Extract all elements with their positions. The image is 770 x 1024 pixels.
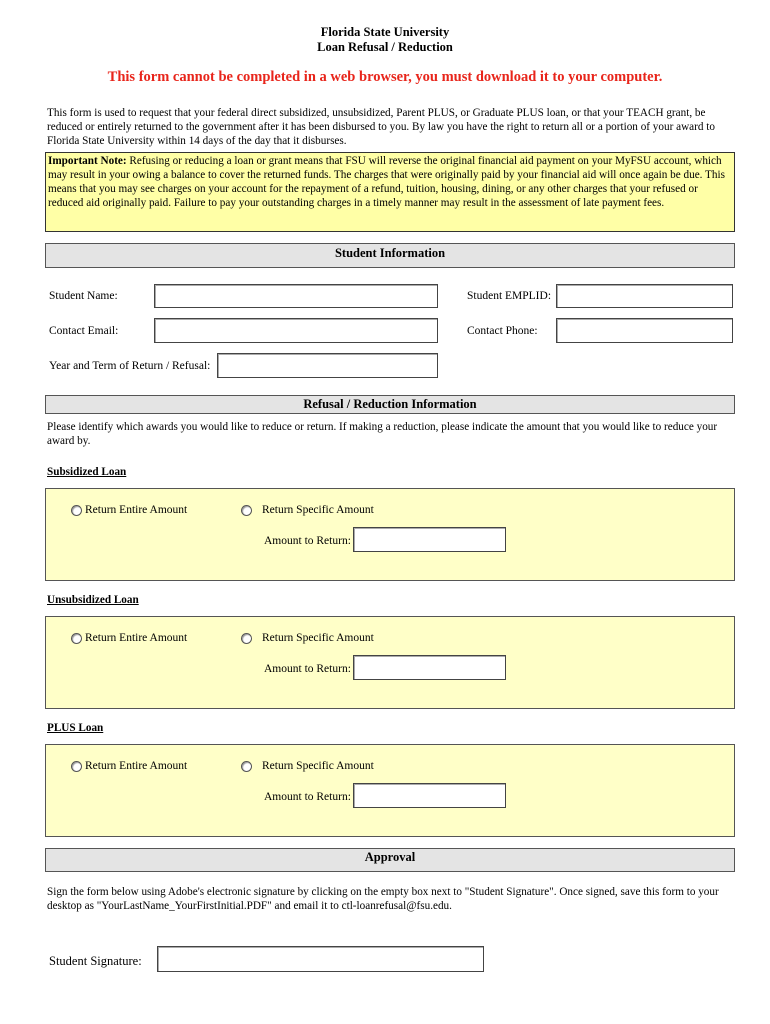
refusal-instructions: Please identify which awards you would like to reduce or return. If making a reduction, please indicate the amount that you would like to reduce your award by.: [47, 421, 718, 447]
contact-phone-field[interactable]: [556, 318, 733, 343]
subsidized-amount-field[interactable]: [353, 527, 506, 552]
term-field[interactable]: [217, 353, 438, 378]
option-label: Return Specific Amount: [262, 632, 374, 644]
subsidized-amount-label: Amount to Return:: [264, 535, 351, 547]
important-note-label: Important Note:: [48, 155, 127, 167]
term-label: Year and Term of Return / Refusal:: [49, 360, 211, 372]
radio-button-icon[interactable]: [71, 505, 82, 516]
student-emplid-field[interactable]: [556, 284, 733, 308]
radio-button-icon[interactable]: [71, 633, 82, 644]
option-label: Return Entire Amount: [85, 632, 188, 644]
approval-heading: Approval: [45, 848, 735, 872]
option-label: Return Entire Amount: [85, 504, 188, 516]
radio-button-icon[interactable]: [71, 761, 82, 772]
option-label: Return Entire Amount: [85, 760, 188, 772]
option-label: Return Specific Amount: [262, 760, 374, 772]
plus-return-entire-option[interactable]: [71, 760, 187, 772]
important-note-text: Refusing or reducing a loan or grant means that FSU will reverse the original financial aid payment on your MyFSU account, which may result in your owing a balance to cover the returned funds. The charges that were originally paid by your financial aid will once again be due. This means that you may see charges on your account for the repayment of a refund, tuition, housing, dining, or any other charges that your refused or reduced aid originally paid. Failure to pay your outstanding charges in a timely manner may result in the assessment of late payment fees.: [48, 155, 725, 209]
form-subtitle: Loan Refusal / Reduction: [317, 40, 453, 54]
student-signature-field[interactable]: [157, 946, 484, 972]
student-information-heading: Student Information: [45, 243, 735, 268]
unsubsidized-loan-heading: Unsubsidized Loan: [47, 594, 139, 606]
contact-email-field[interactable]: [154, 318, 438, 343]
refusal-reduction-heading: Refusal / Reduction Information: [45, 395, 735, 414]
unsubsidized-return-specific-option[interactable]: [241, 632, 374, 644]
unsubsidized-amount-field[interactable]: [353, 655, 506, 680]
student-emplid-label: Student EMPLID:: [467, 290, 552, 302]
student-name-label: Student Name:: [49, 290, 118, 302]
plus-loan-heading: PLUS Loan: [47, 722, 104, 734]
subsidized-loan-heading: Subsidized Loan: [47, 466, 127, 478]
plus-amount-label: Amount to Return:: [264, 791, 351, 803]
browser-warning: This form cannot be completed in a web browser, you must download it to your computer.: [107, 69, 663, 85]
intro-paragraph: This form is used to request that your federal direct subsidized, unsubsidized, Parent PLUS, or Graduate PLUS loan, or that your TEACH grant, be reduced or entirely returned to the government after it has been disbursed to you. By law you have the right to return all or a portion of your award to Florida State University within 14 days of the day that it disburses.: [47, 107, 715, 147]
plus-return-specific-option[interactable]: [241, 760, 374, 772]
option-label: Return Specific Amount: [262, 504, 374, 516]
subsidized-return-entire-option[interactable]: [71, 504, 187, 516]
unsubsidized-return-entire-option[interactable]: [71, 632, 187, 644]
radio-button-icon[interactable]: [241, 505, 252, 516]
radio-button-icon[interactable]: [241, 761, 252, 772]
approval-instructions: Sign the form below using Adobe's electronic signature by clicking on the empty box next to "Student Signature". Once signed, save this form to your desktop as "YourLastName_YourFirstInitial.PDF" and email it to ctl-loanrefusal@fsu.edu.: [47, 886, 719, 912]
plus-amount-field[interactable]: [353, 783, 506, 808]
unsubsidized-amount-label: Amount to Return:: [264, 663, 351, 675]
student-signature-label: Student Signature:: [49, 954, 142, 968]
radio-button-icon[interactable]: [241, 633, 252, 644]
form-title: Florida State University: [320, 25, 450, 39]
student-name-field[interactable]: [154, 284, 438, 308]
contact-email-label: Contact Email:: [49, 325, 119, 337]
subsidized-return-specific-option[interactable]: [241, 504, 374, 516]
important-note-box: [45, 152, 735, 232]
contact-phone-label: Contact Phone:: [467, 325, 538, 337]
